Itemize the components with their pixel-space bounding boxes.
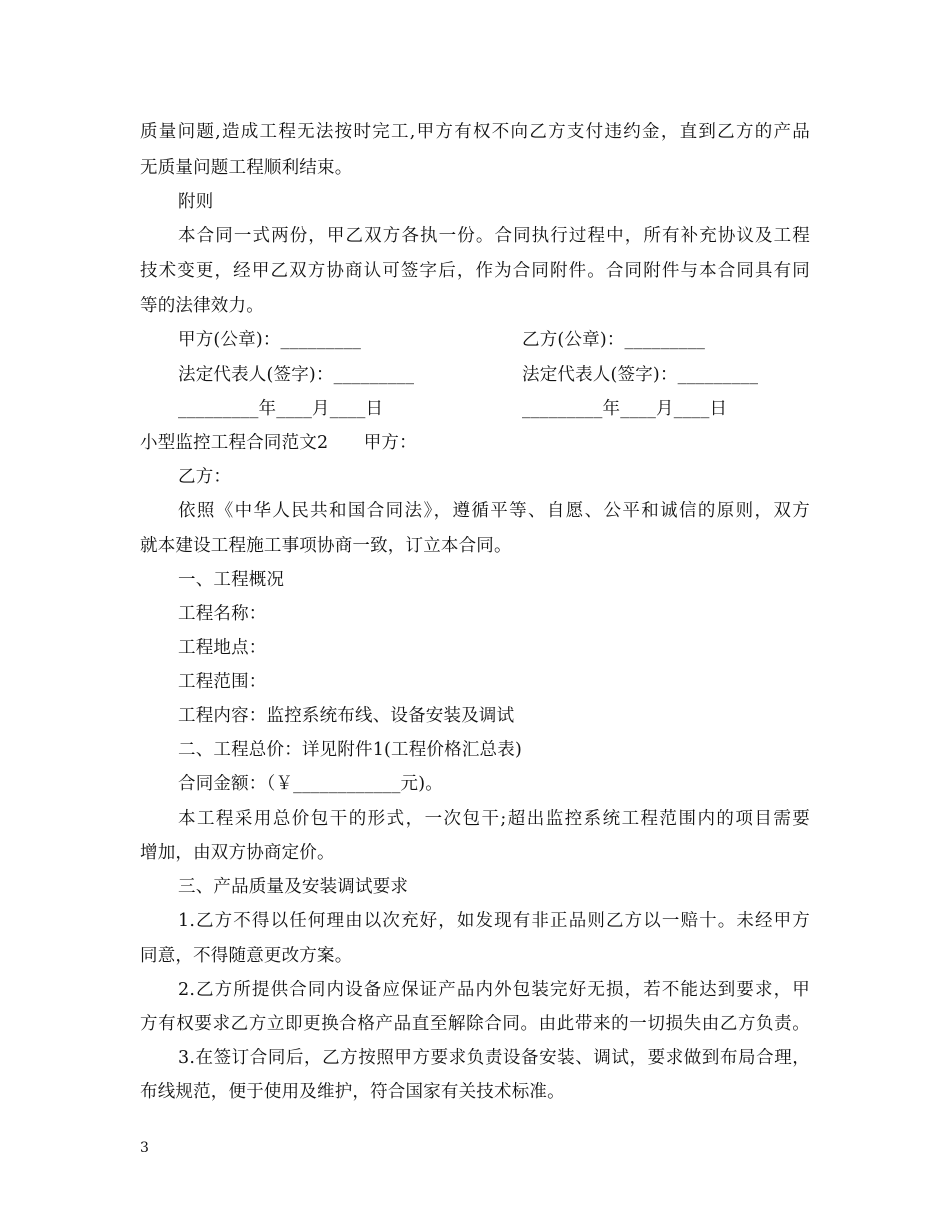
project-content: 工程内容：监控系统布线、设备安装及调试 xyxy=(178,706,515,726)
section-heading: 三、产品质量及安装调试要求 xyxy=(178,877,409,897)
party-b-date: _________年____月____日 xyxy=(522,399,728,419)
paragraph-line: 质量问题,造成工程无法按时完工,甲方有权不向乙方支付违约金，直到乙方的产品 xyxy=(140,122,810,142)
list-item-line: 方有权要求乙方立即更换合格产品直至解除合同。由此带来的一切损失由乙方负责。 xyxy=(140,1014,810,1034)
contract-amount: 合同金额：（￥____________元)。 xyxy=(178,774,443,794)
section-heading: 一、工程概况 xyxy=(178,570,285,590)
paragraph-line: 技术变更，经甲乙双方协商认可签字后，作为合同附件。合同附件与本合同具有同 xyxy=(140,261,810,281)
list-item-line: 同意，不得随意更改方案。 xyxy=(140,946,353,966)
sample-title: 小型监控工程合同范文2 甲方： xyxy=(140,433,417,453)
paragraph-line: 等的法律效力。 xyxy=(140,296,264,316)
appendix-heading: 附则 xyxy=(178,192,214,212)
paragraph-line: 增加，由双方协商定价。 xyxy=(140,843,335,863)
party-a-representative: 法定代表人(签字)：_________ xyxy=(178,365,415,385)
page-number: 3 xyxy=(140,1140,149,1156)
party-b-label: 乙方： xyxy=(178,467,232,487)
list-item-line: 2.乙方所提供合同内设备应保证产品内外包装完好无损，若不能达到要求，甲 xyxy=(178,980,810,1000)
project-scope-label: 工程范围： xyxy=(178,672,267,692)
paragraph-line: 依照《中华人民共和国合同法》，遵循平等、自愿、公平和诚信的原则，双方 xyxy=(178,501,810,521)
list-item-line: 1.乙方不得以任何理由以次充好，如发现有非正品则乙方以一赔十。未经甲方 xyxy=(178,911,810,931)
list-item-line: 布线规范，便于使用及维护，符合国家有关技术标准。 xyxy=(140,1082,565,1102)
party-a-date: _________年____月____日 xyxy=(178,399,384,419)
paragraph-line: 就本建设工程施工事项协商一致，订立本合同。 xyxy=(140,536,512,556)
paragraph-line: 本合同一式两份，甲乙双方各执一份。合同执行过程中，所有补充协议及工程 xyxy=(178,226,810,246)
paragraph-line: 本工程采用总价包干的形式，一次包干;超出监控系统工程范围内的项目需要 xyxy=(178,809,810,829)
party-a-seal: 甲方(公章)：_________ xyxy=(178,330,362,350)
paragraph-line: 无质量问题工程顺利结束。 xyxy=(140,158,353,178)
project-name-label: 工程名称： xyxy=(178,604,267,624)
project-location-label: 工程地点： xyxy=(178,638,267,658)
list-item-line: 3.在签订合同后，乙方按照甲方要求负责设备安装、调试，要求做到布局合理， xyxy=(178,1048,810,1068)
section-heading: 二、工程总价：详见附件1(工程价格汇总表) xyxy=(178,740,522,760)
party-b-representative: 法定代表人(签字)：_________ xyxy=(522,365,759,385)
party-b-seal: 乙方(公章)：_________ xyxy=(522,330,706,350)
